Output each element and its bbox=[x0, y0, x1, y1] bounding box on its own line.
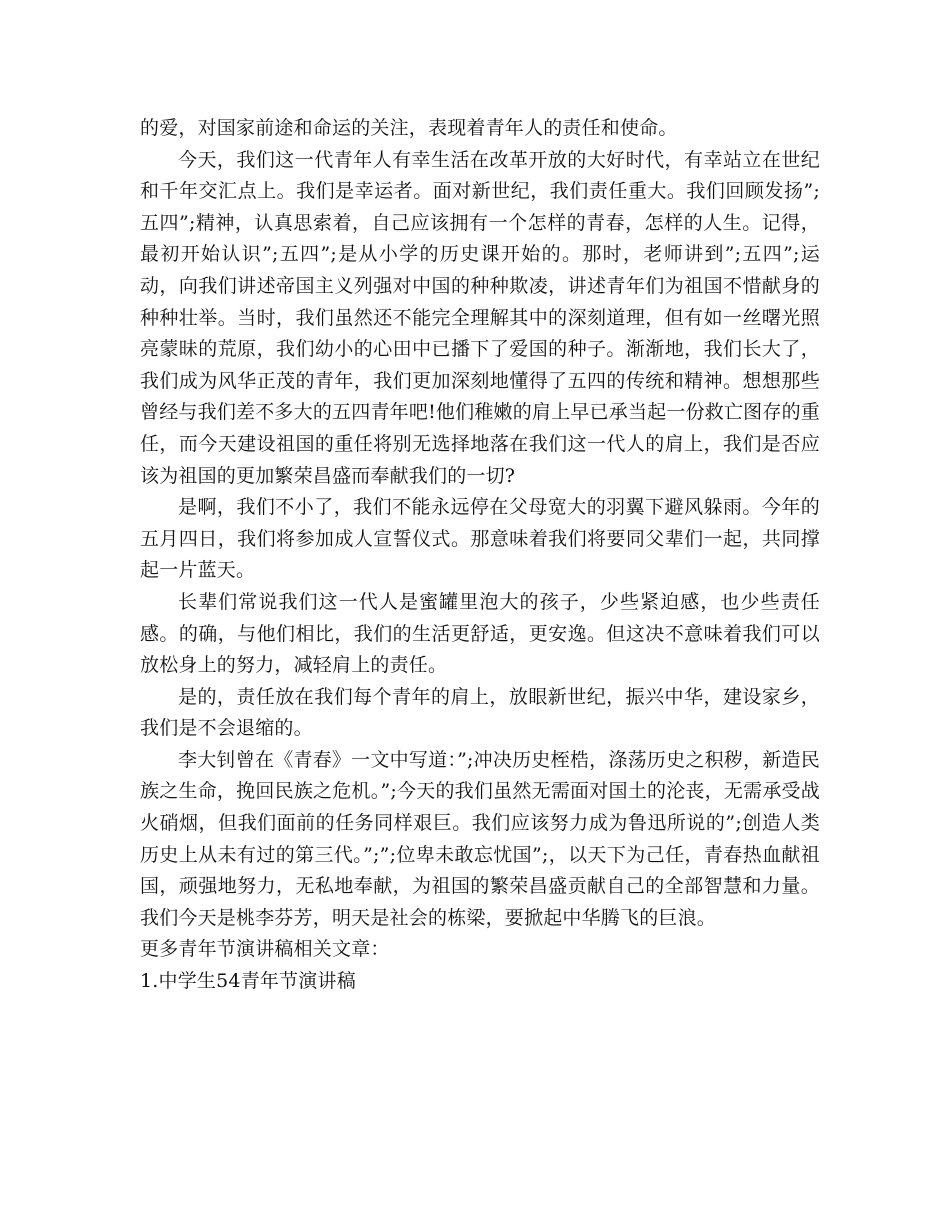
related-articles-heading: 更多青年节演讲稿相关文章： bbox=[140, 938, 390, 961]
paragraph-today: 今天，我们这一代青年人有幸生活在改革开放的大好时代，有幸站立在世纪和千年交汇点上。我们是幸运者。面对新世纪，我们责任重大。我们回顾发扬”;五四”;精神，认真思索着，自己应该拥有一个怎样的青春，怎样的人生。记得，最初开始认识”;五四”;是从小学的历史课开始的。那时，老师讲到”;五四”;运动，向我们讲述帝国主义列强对中国的种种欺凌，讲述青年们为祖国不惜献身的种种壮举。当时，我们虽然还不能完全理解其中的深刻道理，但有如一丝曙光照亮蒙昧的荒原，我们幼小的心田中已播下了爱国的种子。渐渐地，我们长大了，我们成为风华正茂的青年，我们更加深刻地懂得了五四的传统和精神。想想那些曾经与我们差不多大的五四青年吧!他们稚嫩的肩上早已承当起一份救亡图存的重任，而今天建设祖国的重任将别无选择地落在我们这一代人的肩上，我们是否应该为祖国的更加繁荣昌盛而奉献我们的一切? bbox=[140, 148, 820, 487]
paragraph-growing-up: 是啊，我们不小了，我们不能永远停在父母宽大的羽翼下避风躲雨。今年的五月四日，我们将参加成人宣誓仪式。那意味着我们将要同父辈们一起，共同撑起一片蓝天。 bbox=[140, 496, 820, 582]
document-body bbox=[140, 113, 820, 998]
related-article-link[interactable]: 1.中学生54青年节演讲稿 bbox=[140, 970, 356, 993]
paragraph-continuation: 的爱，对国家前途和命运的关注，表现着青年人的责任和使命。 bbox=[140, 117, 678, 139]
paragraph-responsibility: 是的，责任放在我们每个青年的肩上，放眼新世纪，振兴中华，建设家乡，我们是不会退缩的。 bbox=[140, 685, 820, 740]
paragraph-elders: 长辈们常说我们这一代人是蜜罐里泡大的孩子，少些紧迫感，也少些责任感。的确，与他们相比，我们的生活更舒适，更安逸。但这决不意味着我们可以放松身上的努力，减轻肩上的责任。 bbox=[140, 590, 820, 677]
paragraph-li-dazhao: 李大钊曾在《青春》一文中写道：”;冲决历史桎梏，涤荡历史之积秽，新造民族之生命，挽回民族之危机。”;今天的我们虽然无需面对国土的沦丧，无需承受战火硝烟，但我们面前的任务同样艰巨。我们应该努力成为鲁迅所说的”;创造人类历史上从未有过的第三代。”;”;位卑未敢忘忧国”;，以天下为己任，青春热血献祖国，顽强地努力，无私地奉献，为祖国的繁荣昌盛贡献自己的全部智慧和力量。我们今天是桃李芬芳，明天是社会的栋梁，要掀起中华腾飞的巨浪。 bbox=[140, 748, 820, 929]
